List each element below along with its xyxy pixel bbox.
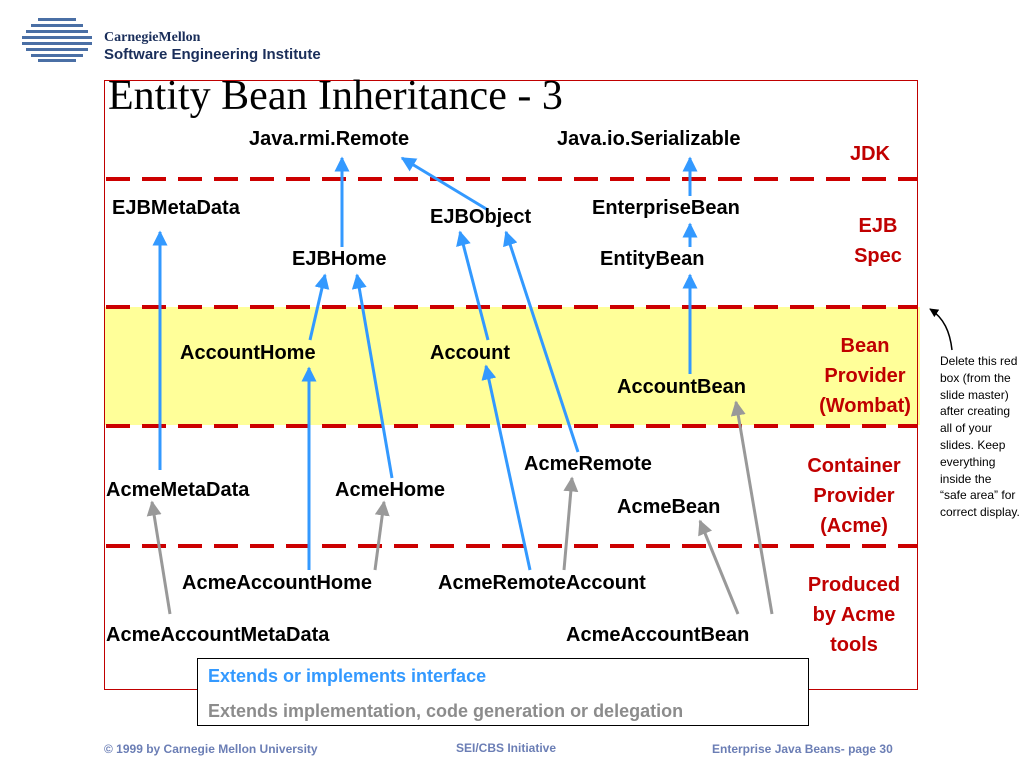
- node-acme-home: AcmeHome: [335, 479, 446, 501]
- arrow-acmeaccountbean-accountbean: [736, 402, 772, 614]
- region-container-provider: [792, 451, 916, 541]
- node-acme-bean: AcmeBean: [617, 496, 721, 518]
- node-ejb-home: EJBHome: [292, 248, 387, 270]
- region-bean-provider: [806, 331, 924, 421]
- region-ejb-spec: [828, 211, 928, 271]
- region-ejb-line2: Spec: [854, 245, 902, 267]
- arrow-ejbobject-rmi: [402, 158, 488, 210]
- node-acme-account-meta-data: AcmeAccountMetaData: [106, 624, 330, 646]
- region-produced-line1: Produced: [807, 574, 901, 596]
- node-acme-remote-account: AcmeRemoteAccount: [438, 572, 646, 594]
- region-bean-line3: (Wombat): [819, 395, 911, 417]
- arrow-acmeaccountmetadata-acmemetadata: [152, 502, 170, 614]
- footer-copyright: © 1999 by Carnegie Mellon University: [104, 742, 318, 756]
- page-title: Entity Bean Inheritance - 3: [108, 73, 563, 119]
- region-container-line1: Container: [807, 455, 901, 477]
- arrow-acmeremote-ejbobject: [506, 232, 578, 452]
- region-produced-line3: tools: [830, 634, 878, 656]
- node-ejb-object: EJBObject: [430, 206, 532, 228]
- node-enterprise-bean: EnterpriseBean: [592, 197, 740, 219]
- org-institute: Software Engineering Institute: [104, 46, 321, 63]
- region-jdk-label: JDK: [849, 143, 890, 165]
- node-account-bean: AccountBean: [617, 376, 746, 398]
- region-jdk: [820, 139, 920, 169]
- arrow-acmeaccountbean-acmebean: [700, 521, 738, 614]
- node-acme-remote: AcmeRemote: [524, 453, 652, 475]
- safe-area-note: Delete this red box (from the slide master) after creating all of your slides. Keep everything inside the “safe area” for correct display.: [940, 354, 1020, 520]
- node-acme-account-home: AcmeAccountHome: [182, 572, 373, 594]
- region-produced-line2: by Acme: [812, 604, 896, 626]
- node-account: Account: [430, 342, 510, 364]
- arrow-acmeaccounthome-acmehome: [375, 502, 384, 570]
- node-java-io-serializable: Java.io.Serializable: [557, 128, 741, 150]
- node-java-rmi-remote: Java.rmi.Remote: [249, 128, 410, 150]
- node-ejb-meta-data: EJBMetaData: [112, 197, 240, 219]
- region-container-line2: Provider: [813, 485, 895, 507]
- legend-interface: Extends or implements interface: [208, 666, 487, 686]
- footer-page: Enterprise Java Beans- page 30: [712, 742, 893, 756]
- region-bean-line2: Provider: [824, 365, 906, 387]
- region-bean-line1: Bean: [840, 335, 890, 357]
- node-entity-bean: EntityBean: [600, 248, 705, 270]
- region-produced-by-acme: [792, 570, 916, 660]
- node-acme-meta-data: AcmeMetaData: [106, 479, 250, 501]
- arrow-acmeremoteaccount-acmeremote: [564, 478, 572, 570]
- legend-box: [197, 658, 809, 726]
- arrow-account-ejbobject: [460, 232, 488, 340]
- node-account-home: AccountHome: [180, 342, 316, 364]
- node-acme-account-bean: AcmeAccountBean: [566, 624, 750, 646]
- footer-initiative: SEI/CBS Initiative: [456, 741, 557, 755]
- org-name: CarnegieMellon: [104, 30, 201, 45]
- legend-implementation: Extends implementation, code generation or delegation: [208, 701, 684, 721]
- region-container-line3: (Acme): [820, 515, 888, 537]
- region-ejb-line1: EJB: [858, 215, 898, 237]
- note-pointer-arrow: [930, 309, 952, 350]
